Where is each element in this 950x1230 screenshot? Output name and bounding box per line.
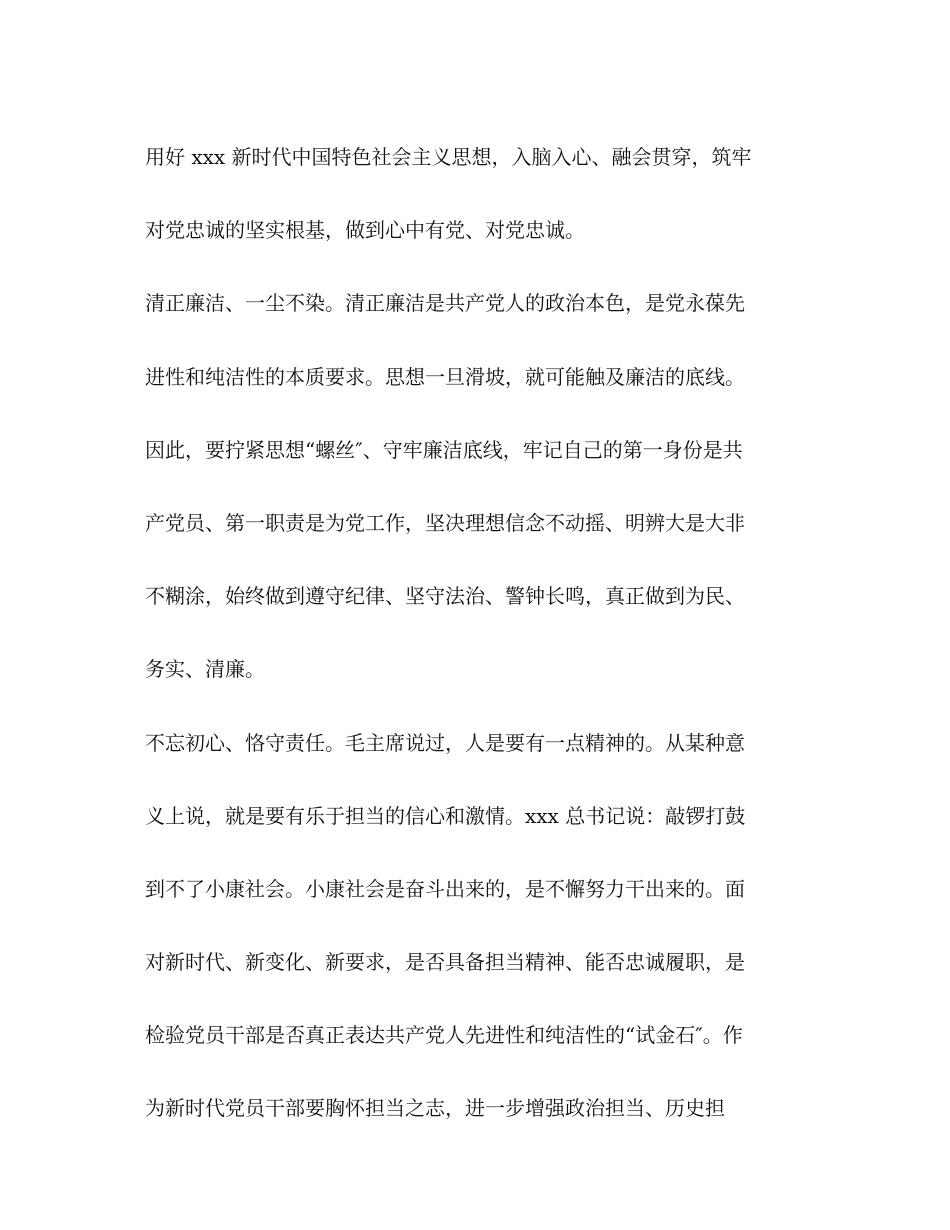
- text-line-13: 检验党员干部是否真正表达共产党人先进性和纯洁性的“试金石″。作: [145, 1023, 743, 1048]
- text-line-12: 对新时代、新变化、新要求，是否具备担当精神、能否忠诚履职，是: [145, 950, 745, 975]
- document-body: [145, 121, 825, 1146]
- text-line-9: 不忘初心、恪守责任。毛主席说过，人是要有一点精神的。从某种意: [145, 730, 745, 755]
- text-line-4: 进性和纯洁性的本质要求。思想一旦滑坡，就可能触及廉洁的底线。: [145, 364, 745, 389]
- text-line-8: 务实、清廉。: [145, 657, 265, 682]
- text-line-6: 产党员、第一职责是为党工作，坚决理想信念不动摇、明辨大是大非: [145, 510, 745, 535]
- text-line-2: 对党忠诚的坚实根基，做到心中有党、对党忠诚。: [145, 218, 585, 243]
- text-line-7: 不糊涂，始终做到遵守纪律、坚守法治、警钟长鸣，真正做到为民、: [145, 584, 745, 609]
- text-line-1: 用好 xxx 新时代中国特色社会主义思想，入脑入心、融会贯穿，筑牢: [145, 145, 752, 169]
- text-line-10: 义上说，就是要有乐于担当的信心和激情。xxx 总书记说：敲锣打鼓: [145, 803, 746, 828]
- text-line-11: 到不了小康社会。小康社会是奋斗出来的，是不懈努力干出来的。面: [145, 876, 745, 901]
- text-line-3: 清正廉洁、一尘不染。清正廉洁是共产党人的政治本色，是党永葆先: [145, 291, 745, 316]
- text-line-14: 为新时代党员干部要胸怀担当之志，进一步增强政治担当、历史担: [145, 1096, 725, 1121]
- text-line-5: 因此，要拧紧思想“螺丝″、守牢廉洁底线，牢记自己的第一身份是共: [145, 437, 743, 462]
